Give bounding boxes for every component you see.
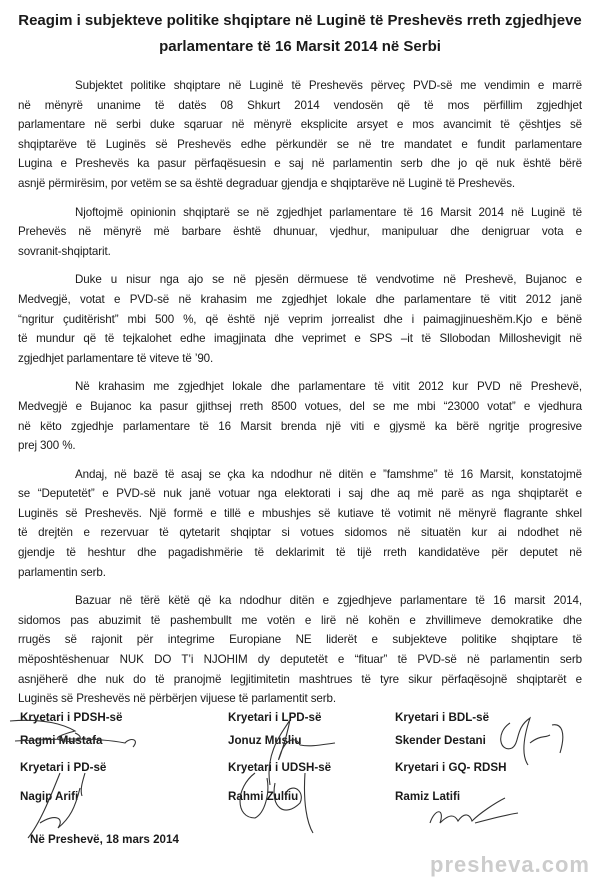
text-line: parlamentin serb. xyxy=(18,565,106,579)
text-line: të mundur që të tejkalohet edhe imagjinata dhe veprimet e SPS –it të Sllobodan Milloshevigit në xyxy=(18,332,582,346)
signatory-role-udsh: Kryetari i UDSH-së xyxy=(228,760,332,774)
text-line: Luginës së Preshevës. Një formë e tillë e mbushjes së kutiave të votimit në mënyrë flagrante shkel xyxy=(18,506,582,520)
signature-nagip-arifi xyxy=(20,768,100,843)
signatory-role-bdl: Kryetari i BDL-së xyxy=(395,710,490,724)
signatory-name-lpd: Jonuz Musliu xyxy=(228,733,302,747)
document-title-line-2: parlamentare të 16 Marsit 2014 në Serbi xyxy=(159,38,441,55)
paragraph-5 xyxy=(18,465,582,583)
text-line: Bazuar në tërë këtë që ka ndodhur ditën e zgjedhjeve parlamentare të 16 marsit 2014, xyxy=(75,594,582,608)
signature-ramiz-latifi xyxy=(420,793,520,833)
paragraph-3 xyxy=(18,270,582,368)
signatory-role-pd: Kryetari i PD-së xyxy=(20,760,107,774)
document-body xyxy=(18,76,582,859)
text-line: prej 300 %. xyxy=(18,439,76,453)
signatory-role-pdsh: Kryetari i PDSH-së xyxy=(20,710,123,724)
text-line: shqiptarëve të Luginës së Preshevës edhe përkundër se në tre mandatet e fundit parlamentare xyxy=(18,137,582,151)
text-line: se “Deputetët” e PVD-së nuk janë votuar nga elektorati i saj dhe aq më parë as nga shqiptarët e xyxy=(18,487,582,501)
text-line: gjendje të heshtur dhe pagadishmërie të deklarimit të tijë rreth kandidatëve për deputet në xyxy=(18,546,582,560)
text-line: zgjedhjet parlamentare të viteve të ’90. xyxy=(18,351,214,365)
text-line: Njoftojmë opinionin shqiptarë se në zgjedhjet parlamentare të 16 Marsit 2014 në Luginë të xyxy=(75,205,582,219)
paragraph-6 xyxy=(18,591,582,709)
text-line: në këto zgjedhje parlamentare të 16 Marsit brenda një viti e gjysmë ka bërë ngritje progresive xyxy=(18,419,582,433)
signature-skender-destani xyxy=(490,713,570,773)
paragraph-4 xyxy=(18,377,582,455)
text-line: Lugina e Preshevës ka pasur përfaqësuesin e saj në parlamentin serb dhe jo që nuk është bërë xyxy=(18,157,582,171)
signatory-role-gq-rdsh: Kryetari i GQ- RDSH xyxy=(395,760,507,774)
text-line: sovranit-shqiptarit. xyxy=(18,244,111,258)
text-line: Andaj, në bazë të asaj se çka ka ndodhur në ditën e ”famshme” të 16 Marsit, konstatojmë xyxy=(75,467,582,481)
signature-block xyxy=(0,709,600,859)
signatory-name-udsh: Rahmi Zulfiu xyxy=(228,789,299,803)
text-line: Medvegjë, votat e PVD-së në krahasim me zgjedhjet lokale dhe parlamentare të vitit 2012 janë xyxy=(18,292,582,306)
text-line: Duke u nisur nga ajo se në pjesën dërmuese të vendvotime në Preshevë, Bujanoc e xyxy=(75,273,582,287)
text-line: rrugës së rajonit për integrime Europiane NE liderët e subjekteve politike shqiptare të xyxy=(18,633,582,647)
text-line: në mënyrë unanime të datës 08 Shkurt 2014 vendosën që të mos përfillim zgjedhjet xyxy=(18,98,582,112)
signatory-name-gq-rdsh: Ramiz Latifi xyxy=(395,789,461,803)
text-line: parlamentare në serbi duke sqaruar në mënyrë eksplicite arsyet e mos avancimit të çështjes së xyxy=(18,118,582,132)
text-line: të drejtën e rezervuar të qytetarit shqiptar si votues sidomos në situatën kur ai ndodhet në xyxy=(18,526,582,540)
place-date: Në Preshevë, 18 mars 2014 xyxy=(30,832,179,846)
document-title-line-1: Reagim i subjekteve politike shqiptare në Luginë të Preshevës rreth zgjedhjeve xyxy=(18,12,582,29)
text-line: Medvegjë e Bujanoc ka pasur gjithsej rreth 8500 votues, del se me mbi “23000 votat” e vjedhura xyxy=(18,399,582,413)
text-line: Prehevës në mënyrë më barbare është dhunuar, vjedhur, manipuluar dhe denigruar vota e xyxy=(18,225,582,239)
signature-ragmi-mustafa xyxy=(5,710,145,753)
text-line: sidomos pas abuzimit të pashembullt me votën e lirë në kohën e zhvillimeve demokratike dhe xyxy=(18,613,582,627)
signature-rahmi-zulfiu xyxy=(225,763,325,838)
signatory-role-lpd: Kryetari i LPD-së xyxy=(228,710,322,724)
text-line: “ngritur çuditërisht” mbi 500 %, që është një veprim jorrealist dhe i paimagjinueshëm.Kjo e bënë xyxy=(18,312,582,326)
text-line: asnjë përmirësim, por vetëm se sa është degraduar gjendja e shqiptarëve në Luginë të Preshevës. xyxy=(18,176,516,190)
signatory-name-pd: Nagip Arifi xyxy=(20,789,79,803)
signatory-name-bdl: Skender Destani xyxy=(395,733,486,747)
paragraph-2 xyxy=(18,203,582,262)
text-line: asnjëherë dhe nuk do të pranojmë legjitimitetin mashtrues të tyre sikur përfaqësojnë shqiptarët e xyxy=(18,672,582,686)
signatory-name-pdsh: Ragmi Mustafa xyxy=(20,733,103,747)
watermark: presheva.com xyxy=(430,852,590,877)
text-line: Në krahasim me zgjedhjet lokale dhe parlamentare të vitit 2012 kur PVD në Preshevë, xyxy=(75,380,582,394)
text-line: Subjektet politike shqiptare në Luginë të Preshevës përveç PVD-së me vendimin e marrë xyxy=(75,79,582,92)
text-line: mëposhtëshenuar NUK DO T’i NJOHIM dy deputetët e “fituar” të PVD-së në parlamentin serb xyxy=(18,653,582,667)
text-line: Luginës së Preshevës në përbërjen vijuese të parlamentit serb. xyxy=(18,692,336,706)
paragraph-1 xyxy=(18,76,582,194)
